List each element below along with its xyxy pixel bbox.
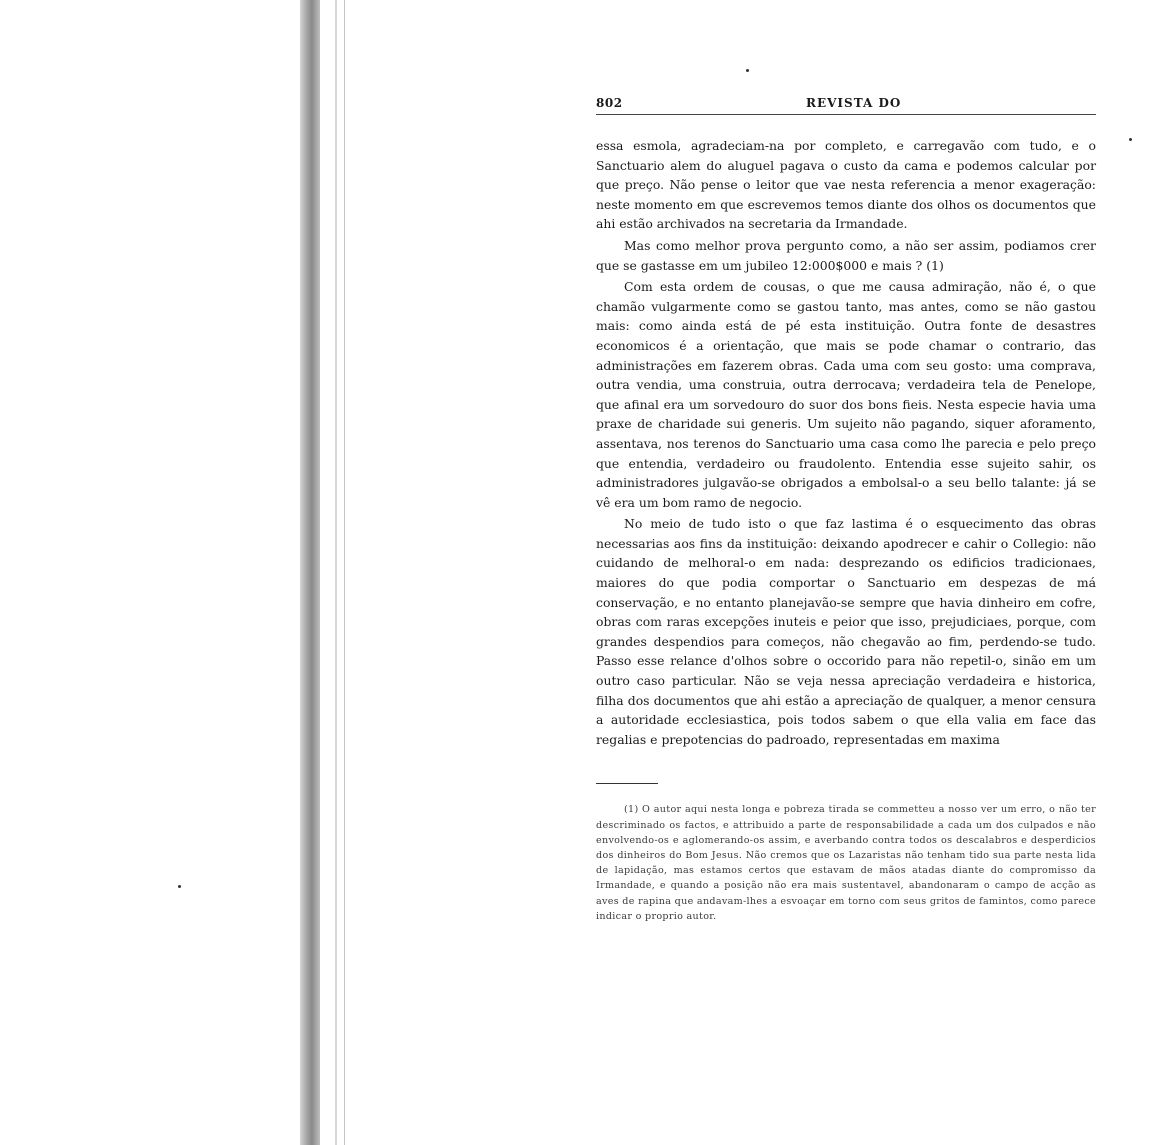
paragraph-2: Mas como melhor prova pergunto como, a não ser assim, podiamos crer que se gastasse em um jubileo 12:000$000 e mais ? (1) <box>596 237 1096 273</box>
binding-gutter-line-secondary <box>344 0 345 1145</box>
header-rule <box>596 114 1096 115</box>
binding-gutter-shadow <box>300 0 320 1145</box>
footnote: (1) O autor aqui nesta longa e pobreza tirada se commetteu a nosso ver um erro, o não ter descriminado os factos, e attribuido a parte de responsabilidade a cada um dos culpados e não envolvendo-os e aglomerando-os assim, e averbando contra todos os descalabros e desperdicios dos dinheiros do Bom Jesus. Não cremos que os Lazaristas não tenham tido sua parte nesta lida de lapidação, mas estamos certos que estavam de mãos atadas diante do compromisso da Irmandade, e quando a posição não era mais sustentavel, abandonaram o campo de acção as aves de rapina que andavam-lhes a esvoaçar em torno com seus gritos de famintos, como parece indicar o proprio autor. <box>596 804 1096 922</box>
running-title: REVISTA DO <box>806 96 902 110</box>
footnote-rule <box>596 783 658 784</box>
binding-gutter-line <box>335 0 337 1145</box>
body-text <box>596 136 1096 749</box>
paragraph-3: Com esta ordem de cousas, o que me causa admiração, não é, o que chamão vulgarmente como se gastou tanto, mas antes, como se não gastou mais: como ainda está de pé esta instituição. Outra fonte de desastres economicos é a orientação, que mais se pode chamar o contrario, das administrações em fazerem obras. Cada uma com seu gosto: uma comprava, outra vendia, uma construia, outra derrocava; verdadeira tela de Penelope, que afinal era um sorvedouro do suor dos bons fieis. Nesta especie havia uma praxe de charidade sui generis. Um sujeito não pagando, siquer aforamento, assentava, nos terenos do Sanctuario uma casa como lhe parecia e pelo preço que entendia, verdadeiro ou fraudolento. Entendia esse sujeito sahir, os administradores julgavão-se obrigados a embolsal-o a seu bello talante: já se vê era um bom ramo de negocio. <box>596 279 1096 510</box>
paper-speck <box>1129 138 1132 141</box>
paragraph-1: essa esmola, agradeciam-na por completo, e carregavão com tudo, e o Sanctuario alem do aluguel pagava o custo da cama e podemos calcular por que preço. Não pense o leitor que vae nesta referencia a menor exageração: neste momento em que escrevemos temos diante dos olhos os documentos que ahi estão archivados na secretaria da Irmandade. <box>596 138 1096 232</box>
paper-speck <box>178 885 181 888</box>
paper-speck <box>746 69 749 72</box>
paragraph-4: No meio de tudo isto o que faz lastima é o esquecimento das obras necessarias aos fins da instituição: deixando apodrecer e cahir o Collegio: não cuidando de melhoral-o em nada: desprezando os edificios tradicionaes, maiores do que podia comportar o Sanctuario em despezas de má conservação, e no entanto planejavão-se sempre que havia dinheiro em cofre, obras com raras excepções inuteis e peior que isso, prejudiciaes, porque, com grandes despendios para começos, não chegavão ao fim, perdendo-se tudo. Passo esse relance d'olhos sobre o occorido para não repetil-o, sinão em um outro caso particular. Não se veja nessa apreciação verdadeira e historica, filha dos documentos que ahi estão a apreciação de qualquer, a menor censura a autoridade ecclesiastica, pois todos sabem o que ella valia em face das regalias e prepotencias do padroado, representadas em maxima <box>596 516 1096 747</box>
page-number: 802 <box>596 96 623 110</box>
book-page <box>596 92 1096 934</box>
running-head <box>596 92 1096 116</box>
